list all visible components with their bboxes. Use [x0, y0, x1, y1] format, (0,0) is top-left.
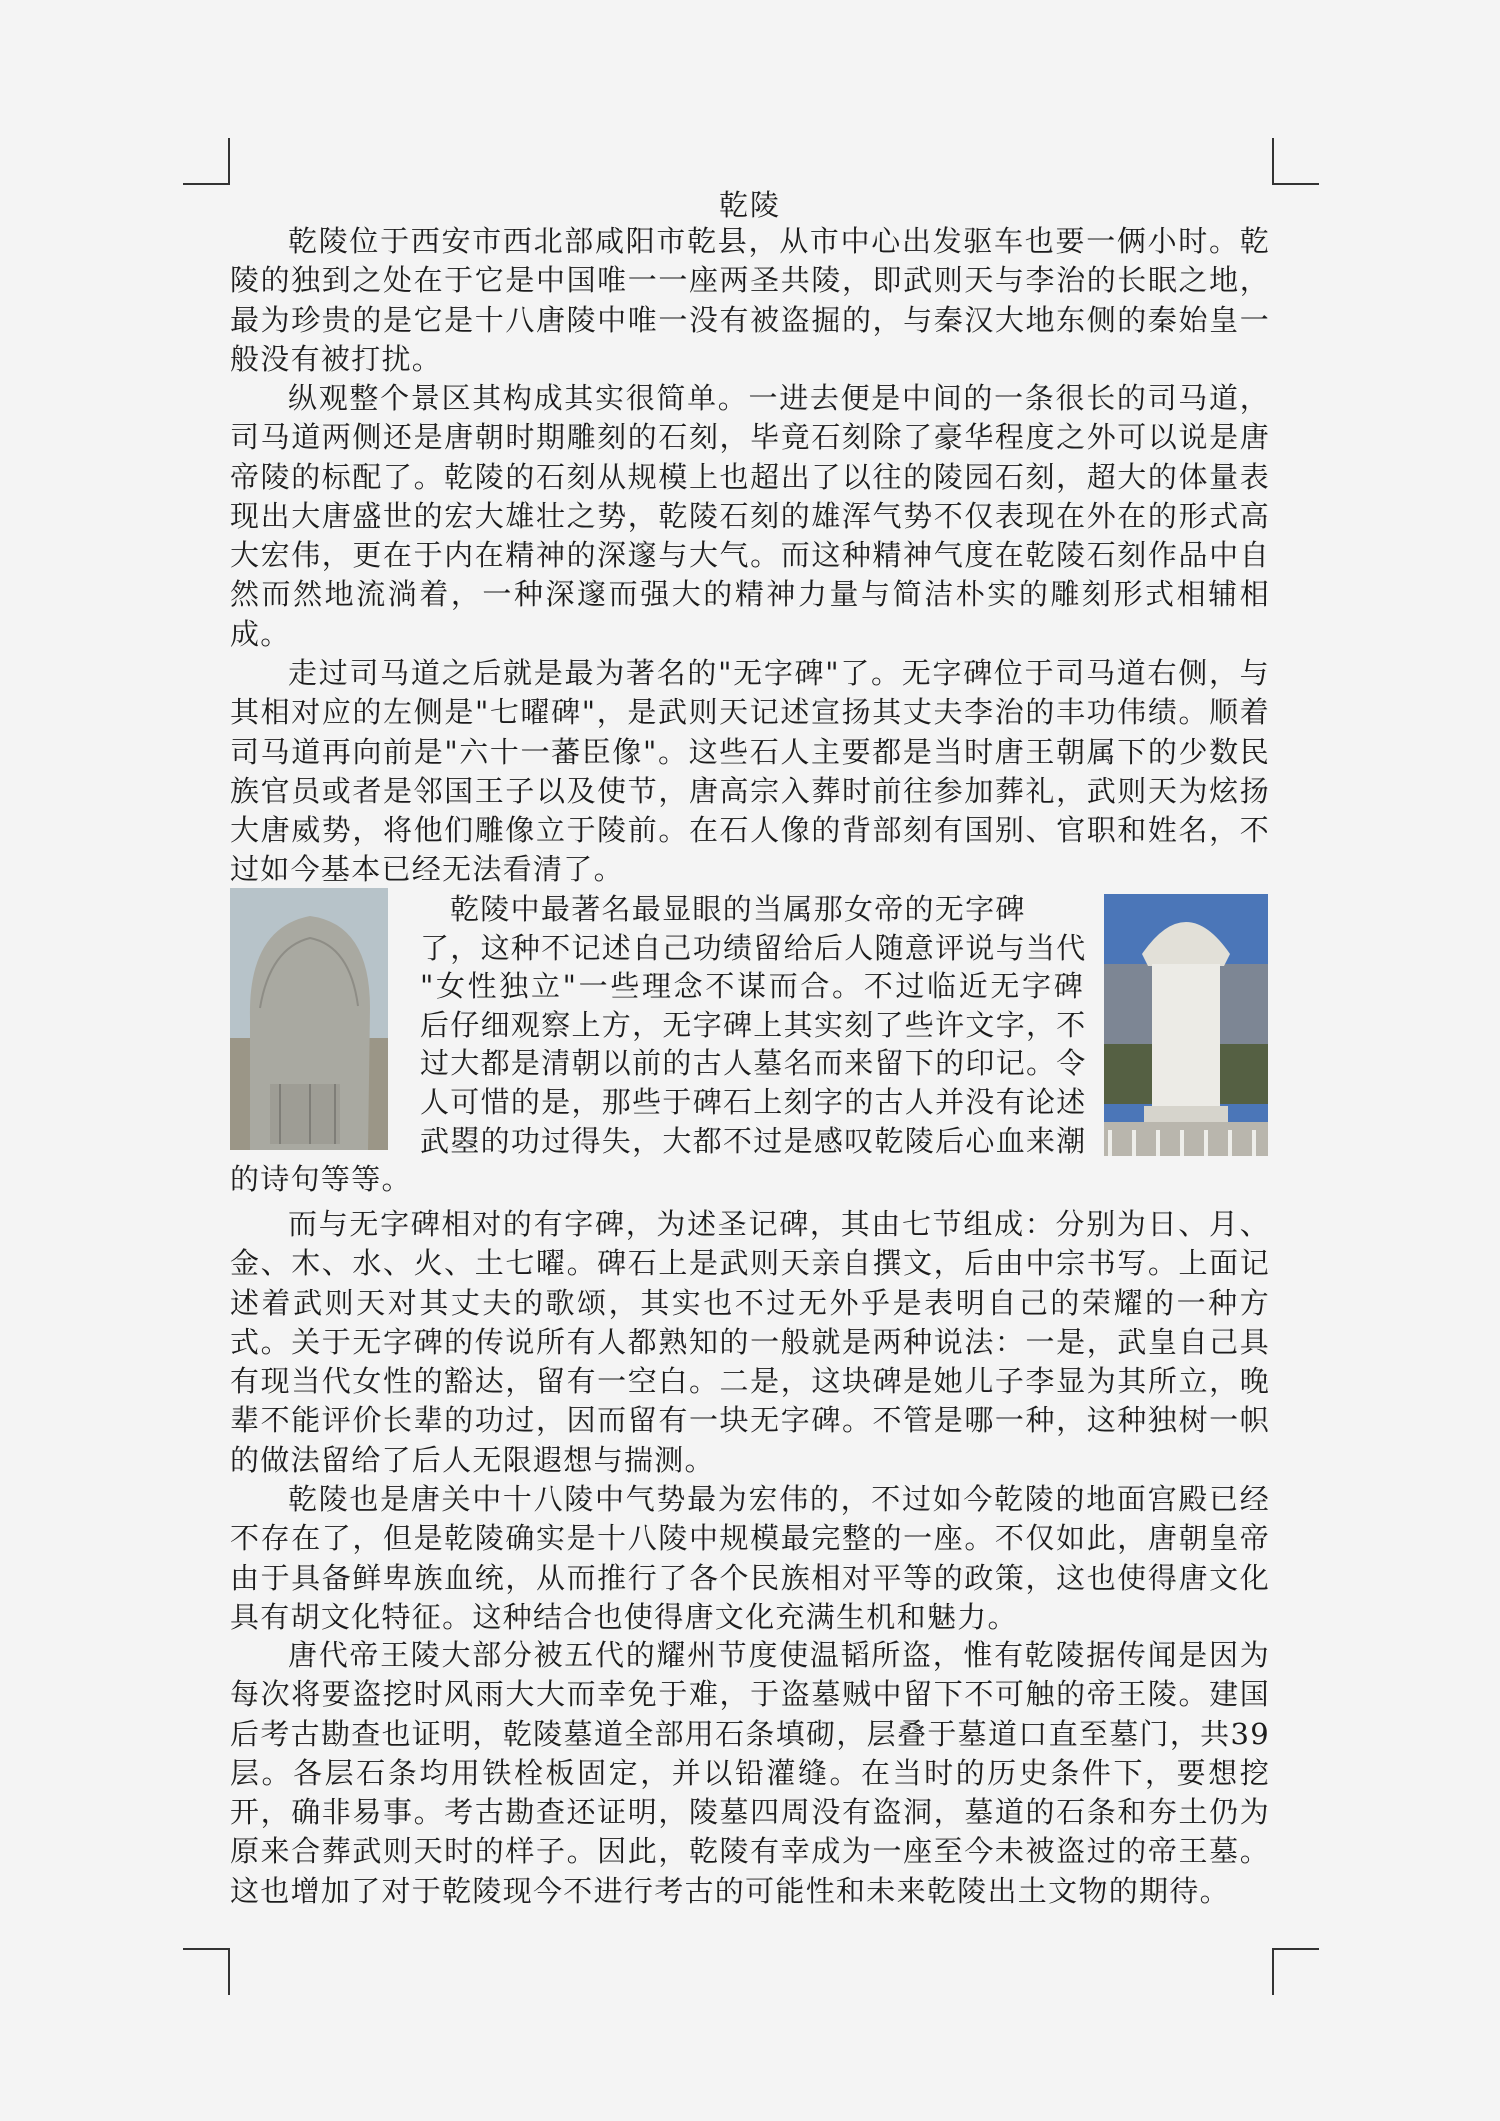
wrapped-line: 了，这种不记述自己功绩留给后人随意评说与当代	[420, 930, 1087, 965]
paragraph-intro: 乾陵位于西安市西北部咸阳市乾县，从市中心出发驱车也要一俩小时。乾陵的独到之处在于它是中国唯一一座两圣共陵，即武则天与李治的长眠之地，最为珍贵的是它是十八唐陵中唯一没有被盗掘的，与秦汉大地东侧的秦始皇一般没有被打扰。	[230, 224, 1270, 376]
wrapped-line: 过大都是清朝以前的古人墓名而来留下的印记。令	[420, 1046, 1087, 1081]
crop-mark-bottom-left	[183, 1948, 230, 1995]
paragraph-wordless-stele-location: 走过司马道之后就是最为著名的"无字碑"了。无字碑位于司马道右侧，与其相对应的左侧是"七曜碑"，是武则天记述宣扬其丈夫李治的丰功伟绩。顺着司马道再向前是"六十一蕃臣像"。这些石人主要都是当时唐王朝属下的少数民族官员或者是邻国王子以及使节，唐高宗入葬时前往参加葬礼，武则天为炫扬大唐威势，将他们雕像立于陵前。在石人像的背部刻有国别、官职和姓名，不过如今基本已经无法看清了。	[230, 656, 1270, 887]
wrapped-line: 乾陵中最著名最显眼的当属那女帝的无字碑	[450, 892, 1026, 926]
wrapped-line: 后仔细观察上方，无字碑上其实刻了些许文字，不	[420, 1007, 1087, 1042]
crop-mark-top-right	[1272, 138, 1319, 185]
page-title: 乾陵	[718, 188, 781, 222]
wrapped-line: "女性独立"一些理念不谋而合。不过临近无字碑	[420, 969, 1084, 1004]
paragraph-inscribed-stele: 而与无字碑相对的有字碑，为述圣记碑，其由七节组成：分别为日、月、金、木、水、火、土七曜。碑石上是武则天亲自撰文，后由中宗书写。上面记述着武则天对其丈夫的歌颂，其实也不过无外乎是表明自己的荣耀的一种方式。关于无字碑的传说所有人都熟知的一般就是两种说法：一是，武皇自己具有现当代女性的豁达，留有一空白。二是，这块碑是她儿子李显为其所立，晚辈不能评价长辈的功过，因而留有一块无字碑。不管是哪一种，这种独树一帜的做法留给了后人无限遐想与揣测。	[230, 1207, 1270, 1477]
crop-mark-top-left	[183, 138, 230, 185]
wrapped-line: 的诗句等等。	[230, 1162, 412, 1197]
paragraph-sima-road: 纵观整个景区其构成其实很简单。一进去便是中间的一条很长的司马道，司马道两侧还是唐朝时期雕刻的石刻，毕竟石刻除了豪华程度之外可以说是唐帝陵的标配了。乾陵的石刻从规模上也超出了以往的陵园石刻，超大的体量表现出大唐盛世的宏大雄壮之势，乾陵石刻的雄浑气势不仅表现在外在的形式高大宏伟，更在于内在精神的深邃与大气。而这种精神气度在乾陵石刻作品中自然而然地流淌着，一种深邃而强大的精神力量与简洁朴实的雕刻形式相辅相成。	[230, 381, 1270, 651]
wrapped-line: 武曌的功过得失，大都不过是感叹乾陵后心血来潮	[420, 1123, 1087, 1158]
wrapped-line: 人可惜的是，那些于碑石上刻字的古人并没有论述	[420, 1084, 1087, 1119]
paragraph-eighteen-tombs: 乾陵也是唐关中十八陵中气势最为宏伟的，不过如今乾陵的地面宫殿已经不存在了，但是乾陵确实是十八陵中规模最完整的一座。不仅如此，唐朝皇帝由于具备鲜卑族血统，从而推行了各个民族相对平等的政策，这也使得唐文化具有胡文化特征。这种结合也使得唐文化充满生机和魅力。	[230, 1482, 1270, 1634]
crop-mark-bottom-right	[1272, 1948, 1319, 1995]
paragraph-tomb-robbery: 唐代帝王陵大部分被五代的耀州节度使温韬所盗，惟有乾陵据传闻是因为每次将要盗挖时风雨大大而幸免于难，于盗墓贼中留下不可触的帝王陵。建国后考古勘查也证明，乾陵墓道全部用石条填砌，层叠于墓道口直至墓门，共39层。各层石条均用铁栓板固定，并以铅灌缝。在当时的历史条件下，要想挖开，确非易事。考古勘查还证明，陵墓四周没有盗洞，墓道的石条和夯土仍为原来合葬武则天时的样子。因此，乾陵有幸成为一座至今未被盗过的帝王墓。这也增加了对于乾陵现今不进行考古的可能性和未来乾陵出土文物的期待。	[230, 1638, 1270, 1908]
wrapped-paragraph-wordless-stele	[230, 890, 1270, 1199]
